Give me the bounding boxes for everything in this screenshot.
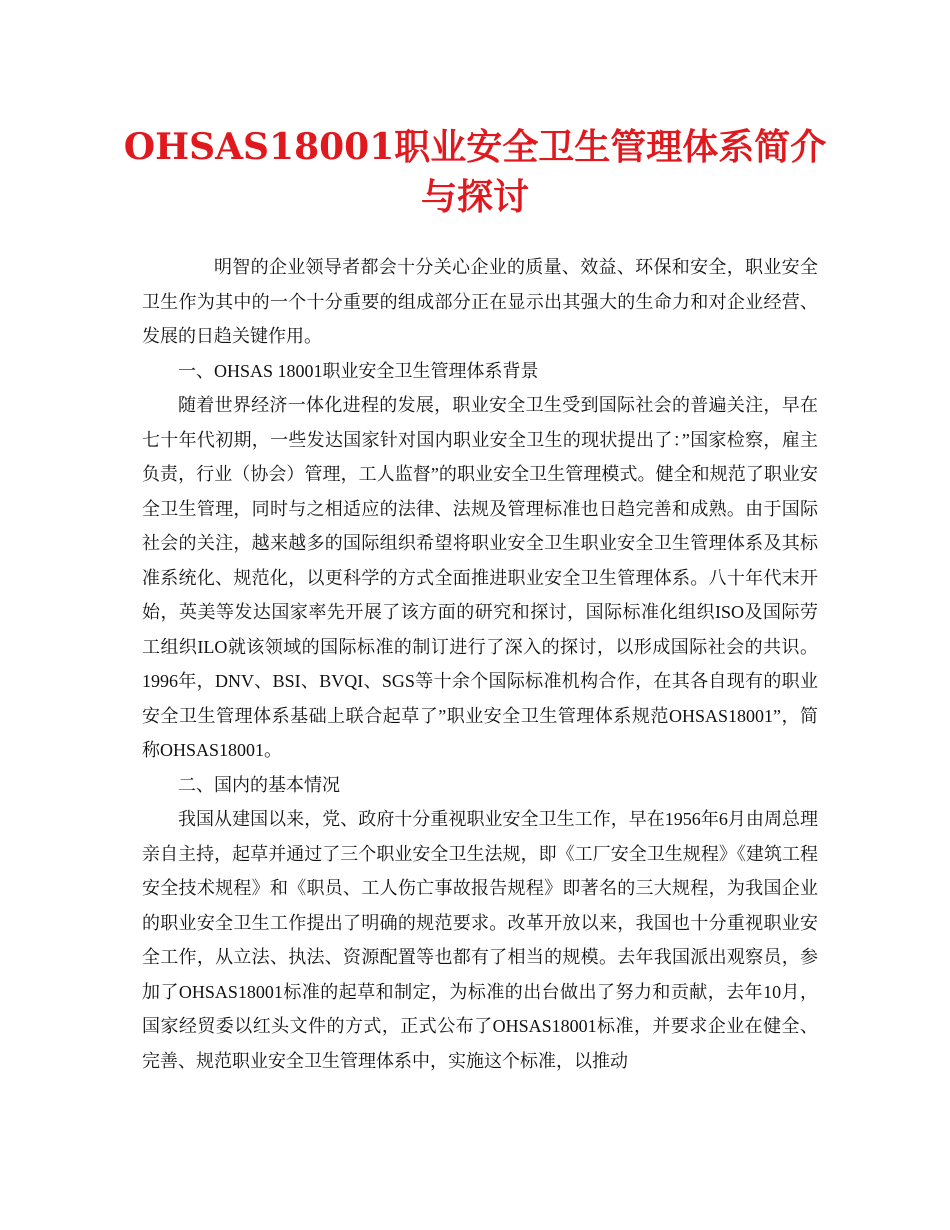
- document-title: OHSAS18001职业安全卫生管理体系简介与探讨: [123, 126, 827, 218]
- paragraph-background: 随着世界经济一体化进程的发展，职业安全卫生受到国际社会的普遍关注，早在七十年代初期，一些发达国家针对国内职业安全卫生的现状提出了：”国家检察，雇主负责，行业（协会）管理，工人监督”的职业安全卫生管理模式。健全和规范了职业安全卫生管理，同时与之相适应的法律、法规及管理标准也日趋完善和成熟。由于国际社会的关注，越来越多的国际组织希望将职业安全卫生职业安全卫生管理体系及其标准系统化、规范化，以更科学的方式全面推进职业安全卫生管理体系。八十年代末开始，英美等发达国家率先开展了该方面的研究和探讨，国际标准化组织ISO及国际劳工组织ILO就该领域的国际标准的制订进行了深入的探讨，以形成国际社会的共识。1996年，DNV、BSI、BVQI、SGS等十余个国际标准机构合作，在其各自现有的职业安全卫生管理体系基础上联合起草了”职业安全卫生管理体系规范OHSAS18001”，简称OHSAS18001。: [142, 395, 818, 760]
- paragraph-domestic: 我国从建国以来，党、政府十分重视职业安全卫生工作，早在1956年6月由周总理亲自主持，起草并通过了三个职业安全卫生法规，即《工厂安全卫生规程》《建筑工程安全技术规程》和《职员、工人伤亡事故报告规程》即著名的三大规程，为我国企业的职业安全卫生工作提出了明确的规范要求。改革开放以来，我国也十分重视职业安全工作，从立法、执法、资源配置等也都有了相当的规模。去年我国派出观察员，参加了OHSAS18001标准的起草和制定，为标准的出台做出了努力和贡献，去年10月，国家经贸委以红头文件的方式，正式公布了OHSAS18001标准，并要求企业在健全、完善、规范职业安全卫生管理体系中，实施这个标准，以推动: [142, 809, 818, 1071]
- section-heading-domestic: 二、国内的基本情况: [178, 774, 340, 795]
- paragraph-intro: 明智的企业领导者都会十分关心企业的质量、效益、环保和安全，职业安全卫生作为其中的一个十分重要的组成部分正在显示出其强大的生命力和对企业经营、发展的日趋关键作用。: [142, 257, 818, 346]
- document-body: [142, 250, 818, 1078]
- section-heading-background: 一、OHSAS 18001职业安全卫生管理体系背景: [178, 360, 539, 381]
